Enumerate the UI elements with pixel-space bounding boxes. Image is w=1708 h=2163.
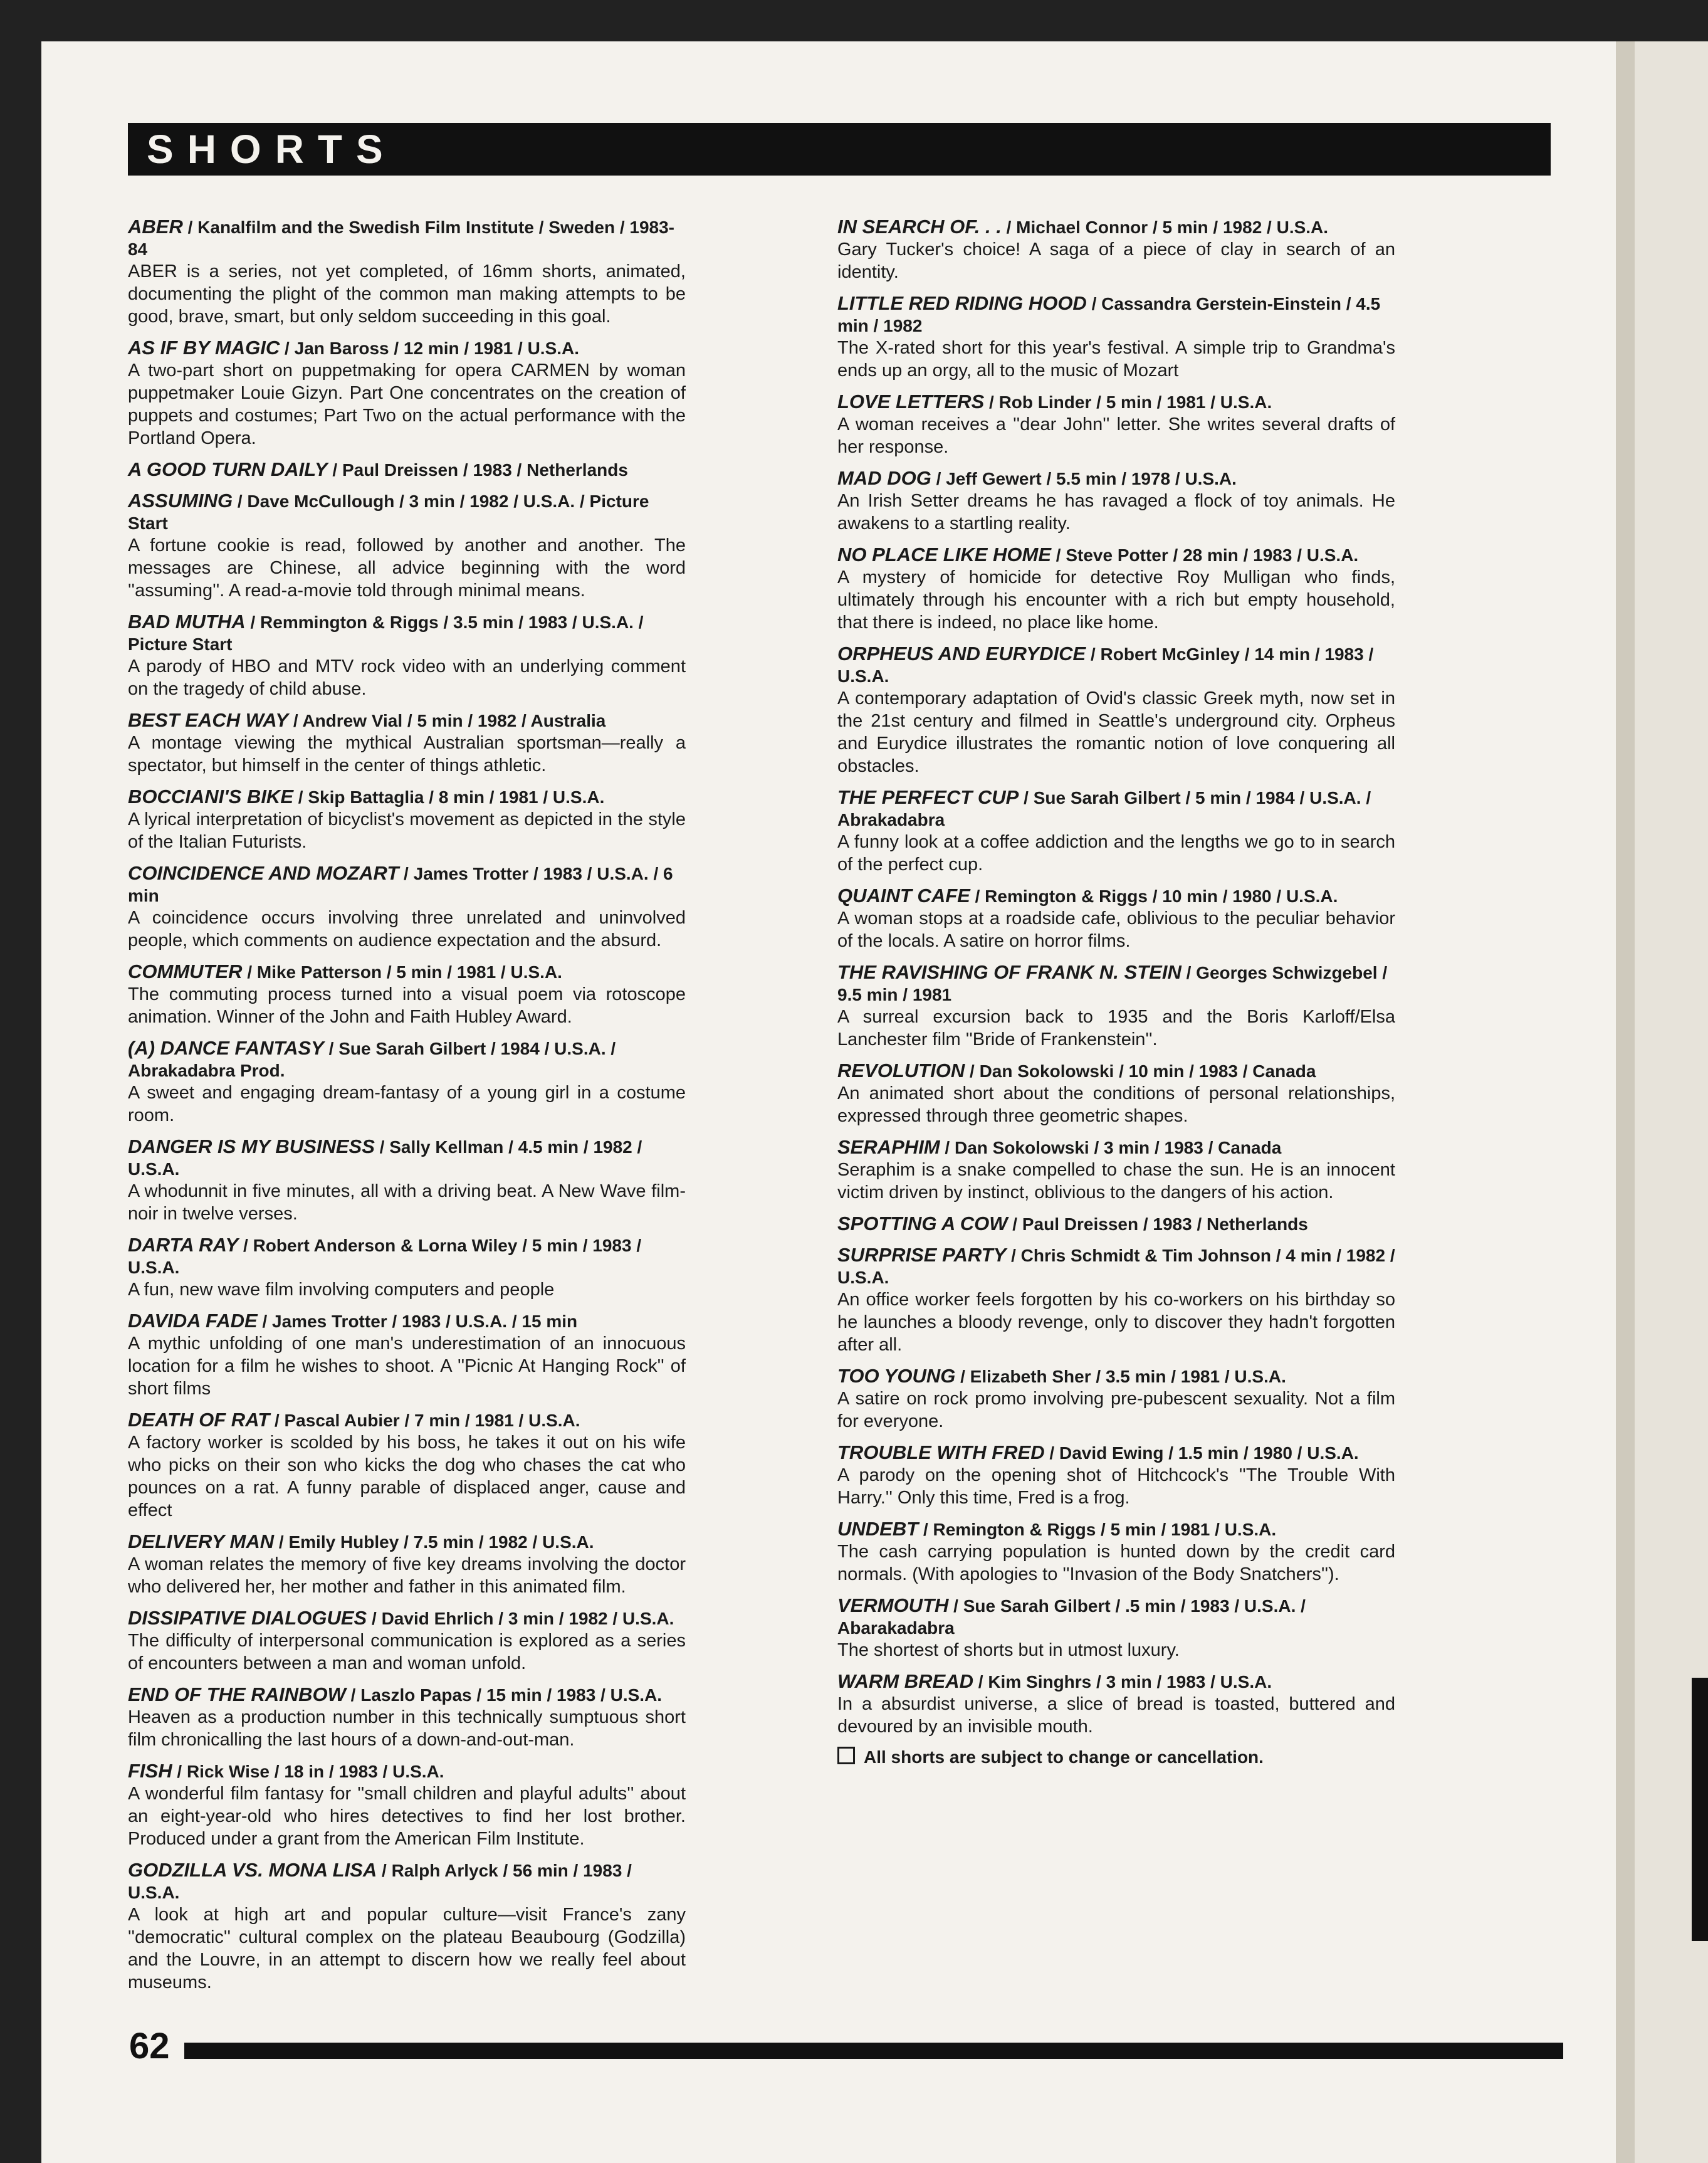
film-credits: / Kim Singhrs / 3 min / 1983 / U.S.A. [973,1672,1272,1692]
film-credits: / James Trotter / 1983 / U.S.A. / 6 min [128,864,673,905]
film-description: A wonderful film fantasy for ''small children and playful adults'' about an eight-year-old who hires detectives to find her lost brother. Produced under a grant from the American Film Institute. [128,1784,686,1849]
film-entry [128,1234,686,1301]
film-entry [837,1518,1395,1586]
film-title: SURPRISE PARTY [837,1244,1007,1266]
film-credits: / James Trotter / 1983 / U.S.A. / 15 min [257,1312,578,1331]
film-description: The commuting process turned into a visual poem via rotoscope animation. Winner of the John and Faith Hubley Award. [128,984,686,1027]
film-heading [837,643,1395,687]
film-heading [128,786,686,808]
film-credits: / Remington & Riggs / 10 min / 1980 / U.S.A. [970,887,1338,906]
film-credits: / Paul Dreissen / 1983 / Netherlands [1007,1214,1308,1234]
film-description: A mythic unfolding of one man's underestimation of an innocuous location for a film he wishes to shoot. A ''Picnic At Hanging Rock'' of short films [128,1334,686,1399]
film-heading [128,1530,686,1553]
film-title: COINCIDENCE AND MOZART [128,862,399,884]
film-description: A fun, new wave film involving computers and people [128,1280,555,1300]
film-title: LITTLE RED RIDING HOOD [837,292,1087,314]
film-heading [128,1409,686,1431]
film-credits: / Robert Anderson & Lorna Wiley / 5 min / 1983 / U.S.A. [128,1236,642,1277]
film-title: THE PERFECT CUP [837,786,1019,808]
film-description: A woman stops at a roadside cafe, oblivious to the peculiar behavior of the locals. A satire on horror films. [837,908,1395,951]
film-entry [837,1244,1395,1356]
film-heading [837,467,1395,490]
film-title: TROUBLE WITH FRED [837,1441,1045,1463]
film-entry [128,960,686,1028]
film-title: COMMUTER [128,960,243,982]
film-description: A contemporary adaptation of Ovid's classic Greek myth, now set in the 21st century and filmed in Seattle's underground city. Orpheus and Eurydice illustrates the romantic notion of love conquering all obstacles. [837,688,1395,776]
film-entry [128,216,686,328]
film-heading [837,786,1395,831]
film-description: An Irish Setter dreams he has ravaged a flock of toy animals. He awakens to a startling reality. [837,491,1395,534]
film-title: GODZILLA VS. MONA LISA [128,1859,377,1881]
film-description: A fortune cookie is read, followed by another and another. The messages are Chinese, all advice beginning with the word ''assuming''. A read-a-movie told through minimal means. [128,535,686,601]
film-title: BAD MUTHA [128,611,246,633]
film-title: DARTA RAY [128,1234,239,1256]
film-entry [837,216,1395,283]
footer-rule [184,2043,1563,2059]
film-entry [128,1310,686,1400]
film-entry [128,1760,686,1850]
film-heading [128,1683,686,1706]
film-title: ASSUMING [128,490,233,512]
film-credits: / David Ehrlich / 3 min / 1982 / U.S.A. [367,1609,674,1628]
film-title: BEST EACH WAY [128,709,289,731]
film-entry [837,1594,1395,1661]
film-entry [837,1136,1395,1204]
film-heading [837,961,1395,1006]
film-heading [128,1037,686,1082]
left-column [128,216,686,2002]
film-description: A mystery of homicide for detective Roy Mulligan who finds, ultimately through his encounter with a rich but empty household, that there is indeed, no place like home. [837,567,1395,633]
film-entry [128,458,686,481]
film-credits: / Pascal Aubier / 7 min / 1981 / U.S.A. [270,1411,580,1430]
film-title: IN SEARCH OF. . . [837,216,1002,238]
film-credits: / Elizabeth Sher / 3.5 min / 1981 / U.S.A. [955,1367,1286,1386]
film-title: TOO YOUNG [837,1365,956,1387]
film-description: A woman receives a ''dear John'' letter. She writes several drafts of her response. [837,414,1395,457]
film-credits: / Sue Sarah Gilbert / 5 min / 1984 / U.S.A. / Abrakadabra [837,788,1371,829]
film-description: The difficulty of interpersonal communication is explored as a series of encounters between a man and woman unfold. [128,1631,686,1673]
film-entry [128,1530,686,1598]
film-heading [837,391,1395,413]
page-number: 62 [129,2026,170,2066]
film-entry [837,1365,1395,1433]
film-title: LOVE LETTERS [837,391,985,413]
section-title: SHORTS [147,127,397,172]
checkbox-icon [837,1747,855,1764]
film-description: ABER is a series, not yet completed, of 16mm shorts, animated, documenting the plight of the common man making attempts to be good, brave, smart, but only seldom succeeding in this goal. [128,261,686,327]
film-description: The shortest of shorts but in utmost luxury. [837,1640,1180,1660]
film-heading [837,216,1395,238]
film-heading [837,292,1395,337]
film-description: A coincidence occurs involving three unrelated and uninvolved people, which comments on audience expectation and the absurd. [128,908,686,950]
film-heading [128,1234,686,1278]
film-entry [837,786,1395,876]
film-credits: / Jan Baross / 12 min / 1981 / U.S.A. [280,339,580,358]
section-header-bar [128,123,1551,176]
film-title: ORPHEUS AND EURYDICE [837,643,1086,665]
film-credits: / Paul Dreissen / 1983 / Netherlands [327,460,628,480]
film-title: WARM BREAD [837,1670,973,1692]
film-credits: / Georges Schwizgebel / 9.5 min / 1981 [837,963,1388,1004]
film-entry [128,1683,686,1751]
film-credits: / Rick Wise / 18 in / 1983 / U.S.A. [172,1762,444,1781]
film-heading [837,544,1395,566]
film-heading [837,1670,1395,1693]
film-credits: / Steve Potter / 28 min / 1983 / U.S.A. [1051,545,1359,565]
film-heading [128,1310,686,1332]
film-credits: / Ralph Arlyck / 56 min / 1983 / U.S.A. [128,1861,632,1902]
film-credits: / Dave McCullough / 3 min / 1982 / U.S.A. / Picture Start [128,492,649,533]
film-description: A whodunnit in five minutes, all with a driving beat. A New Wave film-noir in twelve verses. [128,1181,686,1224]
film-entry [128,1409,686,1522]
film-heading [128,1760,686,1782]
film-entry [837,467,1395,535]
film-entry [128,337,686,450]
film-heading [837,1594,1395,1639]
film-entry [128,1859,686,1994]
film-title: DELIVERY MAN [128,1530,275,1552]
film-heading [128,1859,686,1903]
catalog-page [41,41,1616,2163]
film-description: A funny look at a coffee addiction and the lengths we go to in search of the perfect cup. [837,832,1395,875]
film-description: A parody of HBO and MTV rock video with an underlying comment on the tragedy of child abuse. [128,656,686,699]
film-title: AS IF BY MAGIC [128,337,280,359]
film-entry [837,391,1395,458]
film-title: ABER [128,216,183,238]
film-heading [837,1441,1395,1464]
film-description: Seraphim is a snake compelled to chase the sun. He is an innocent victim driven by instinct, oblivious to the dangers of his action. [837,1160,1395,1203]
film-heading [837,1136,1395,1159]
film-entry [837,1060,1395,1127]
film-entry [837,1441,1395,1509]
film-credits: / Sue Sarah Gilbert / .5 min / 1983 / U.S.A. / Abarakadabra [837,1596,1306,1638]
film-credits: / Remmington & Riggs / 3.5 min / 1983 / U.S.A. / Picture Start [128,613,644,654]
film-title: REVOLUTION [837,1060,965,1082]
film-heading [128,490,686,534]
film-description: A montage viewing the mythical Australian sportsman—really a spectator, but himself in the center of things athletic. [128,733,686,776]
film-description: A two-part short on puppetmaking for opera CARMEN by woman puppetmaker Louie Gizyn. Part One concentrates on the creation of puppets and costumes; Part Two on the actual performance with the Portland Opera. [128,360,686,448]
film-heading [128,611,686,655]
film-entry [128,611,686,700]
film-description: An animated short about the conditions of personal relationships, expressed through three geometric shapes. [837,1083,1395,1126]
film-entry [837,544,1395,634]
film-description: The cash carrying population is hunted down by the credit card normals. (With apologies to ''Invasion of the Body Snatchers''). [837,1542,1395,1584]
film-credits: / Chris Schmidt & Tim Johnson / 4 min / 1982 / U.S.A. [837,1246,1395,1287]
film-credits: / Mike Patterson / 5 min / 1981 / U.S.A. [242,962,562,982]
film-description: Heaven as a production number in this technically sumptuous short film chronicalling the last hours of a down-and-out-man. [128,1707,686,1750]
film-credits: / Andrew Vial / 5 min / 1982 / Australia [288,711,606,730]
film-title: DANGER IS MY BUSINESS [128,1135,375,1157]
film-title: NO PLACE LIKE HOME [837,544,1052,566]
film-heading [128,458,686,481]
film-credits: / Rob Linder / 5 min / 1981 / U.S.A. [984,392,1272,412]
footnote-text: All shorts are subject to change or cancellation. [864,1747,1264,1767]
film-description: A lyrical interpretation of bicyclist's movement as depicted in the style of the Italian Futurists. [128,809,686,852]
film-credits: / Emily Hubley / 7.5 min / 1982 / U.S.A. [274,1532,594,1552]
film-entry [837,885,1395,952]
film-credits: / Dan Sokolowski / 10 min / 1983 / Canada [965,1061,1316,1081]
film-heading [837,1518,1395,1540]
film-title: SERAPHIM [837,1136,940,1158]
film-entry [128,786,686,853]
film-credits: / Sue Sarah Gilbert / 1984 / U.S.A. / Abrakadabra Prod. [128,1039,616,1080]
film-credits: / Sally Kellman / 4.5 min / 1982 / U.S.A. [128,1137,642,1179]
page-gutter [1616,41,1635,2163]
film-title: DAVIDA FADE [128,1310,258,1332]
film-heading [128,216,686,260]
right-column [837,216,1395,1767]
film-description: The X-rated short for this year's festival. A simple trip to Grandma's ends up an orgy, all to the music of Mozart [837,338,1395,381]
film-entry [128,1607,686,1675]
film-credits: / Michael Connor / 5 min / 1982 / U.S.A. [1001,218,1329,237]
film-entry [128,1135,686,1225]
film-description: A sweet and engaging dream-fantasy of a young girl in a costume room. [128,1083,686,1125]
film-title: (A) DANCE FANTASY [128,1037,324,1059]
film-title: END OF THE RAINBOW [128,1683,346,1705]
film-description: In a absurdist universe, a slice of bread is toasted, buttered and devoured by an invisible mouth. [837,1694,1395,1737]
film-description: A look at high art and popular culture—visit France's zany ''democratic'' cultural complex on the plateau Beaubourg (Godzilla) and the Louvre, in an attempt to discern how we really feel about museums. [128,1905,686,1992]
film-credits: / Dan Sokolowski / 3 min / 1983 / Canada [940,1138,1282,1157]
film-credits: / David Ewing / 1.5 min / 1980 / U.S.A. [1044,1443,1359,1463]
film-credits: / Robert McGinley / 14 min / 1983 / U.S.A. [837,645,1374,686]
film-heading [837,1060,1395,1082]
film-title: FISH [128,1760,172,1782]
film-title: SPOTTING A COW [837,1213,1008,1234]
film-description: A satire on rock promo involving pre-pubescent sexuality. Not a film for everyone. [837,1389,1395,1431]
film-description: A factory worker is scolded by his boss, he takes it out on his wife who picks on their son who kicks the dog who chases the cat who pounces on a rat. A funny parable of displaced anger, cause and effect [128,1433,686,1520]
film-description: A surreal excursion back to 1935 and the Boris Karloff/Elsa Lanchester film ''Bride of Frankenstein''. [837,1007,1395,1050]
film-title: VERMOUTH [837,1594,949,1616]
film-credits: / Laszlo Papas / 15 min / 1983 / U.S.A. [345,1685,663,1705]
film-title: BOCCIANI'S BIKE [128,786,293,808]
film-description: A woman relates the memory of five key dreams involving the doctor who delivered her, her mother and father in this animated film. [128,1554,686,1597]
film-entry [128,862,686,952]
film-entry [837,961,1395,1051]
film-title: A GOOD TURN DAILY [128,458,328,480]
film-description: A parody on the opening shot of Hitchcock's ''The Trouble With Harry.'' Only this time, Fred is a frog. [837,1465,1395,1508]
film-title: DEATH OF RAT [128,1409,270,1431]
film-heading [837,1213,1395,1235]
film-heading [128,709,686,732]
film-heading [128,960,686,983]
edge-bar [1692,1678,1708,1941]
film-credits: / Jeff Gewert / 5.5 min / 1978 / U.S.A. [931,469,1237,488]
film-entry [128,490,686,602]
film-description: Gary Tucker's choice! A saga of a piece of clay in search of an identity. [837,239,1395,282]
film-heading [837,885,1395,907]
film-heading [128,1607,686,1629]
footnote [837,1747,1395,1767]
film-title: DISSIPATIVE DIALOGUES [128,1607,367,1629]
film-entry [128,709,686,777]
film-heading [837,1365,1395,1387]
film-title: THE RAVISHING OF FRANK N. STEIN [837,961,1181,983]
next-page-edge [1616,41,1708,2163]
film-credits: / Remington & Riggs / 5 min / 1981 / U.S.A. [918,1520,1277,1539]
right-entry-list [837,216,1395,1738]
film-title: QUAINT CAFE [837,885,970,907]
film-title: UNDEBT [837,1518,919,1540]
film-description: An office worker feels forgotten by his co-workers on his birthday so he launches a bloody revenge, only to discover they hadn't forgotten after all. [837,1290,1395,1355]
film-heading [128,1135,686,1180]
film-entry [837,1213,1395,1235]
film-heading [128,337,686,359]
film-credits: / Skip Battaglia / 8 min / 1981 / U.S.A. [293,787,605,807]
film-title: MAD DOG [837,467,931,489]
film-entry [128,1037,686,1127]
film-entry [837,292,1395,382]
film-heading [837,1244,1395,1288]
film-credits: / Kanalfilm and the Swedish Film Institute / Sweden / 1983-84 [128,218,675,259]
film-entry [837,643,1395,777]
film-credits: / Cassandra Gerstein-Einstein / 4.5 min / 1982 [837,294,1381,335]
film-heading [128,862,686,907]
film-entry [837,1670,1395,1738]
